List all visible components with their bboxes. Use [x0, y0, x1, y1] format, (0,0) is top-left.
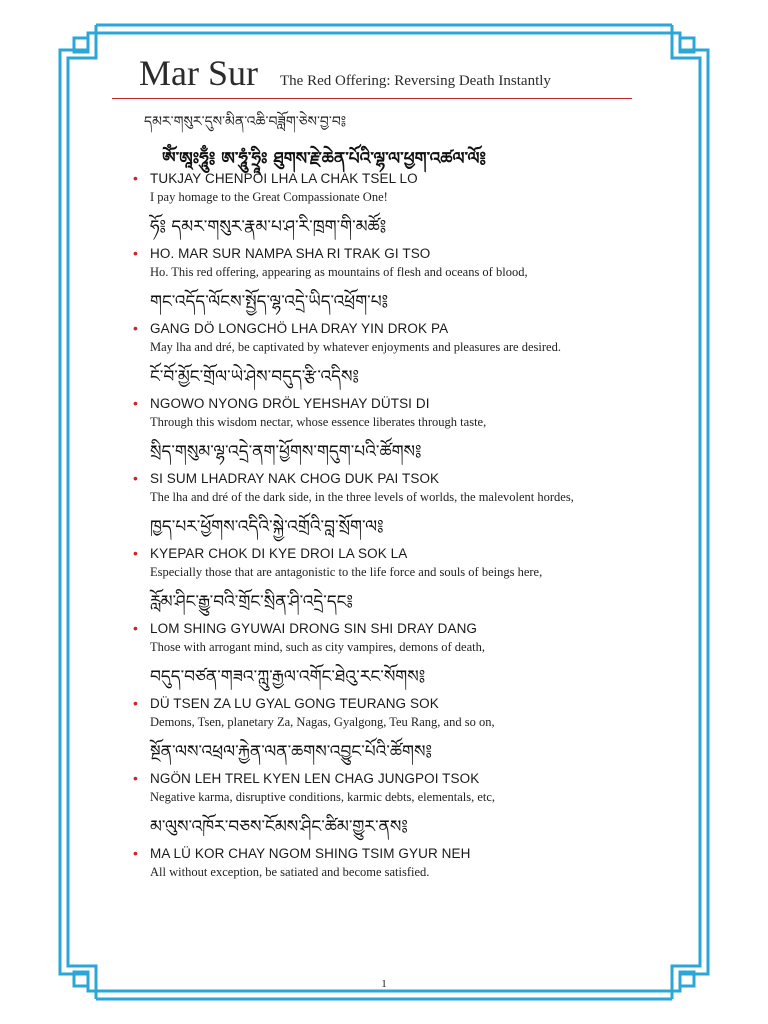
translation-line: Those with arrogant mind, such as city vampires, demons of death,	[150, 640, 485, 654]
tibetan-line: ཁྱད་པར་ཕྱོགས་འདིའི་སྐྱེ་འགྲོའི་བླ་སྲོག་ལ༔	[150, 517, 384, 537]
bullet-icon: •	[133, 545, 139, 561]
translation-line: The lha and dré of the dark side, in the three levels of worlds, the malevolent hordes,	[150, 490, 574, 504]
verse	[133, 210, 632, 285]
page-subtitle: The Red Offering: Reversing Death Instantly	[280, 73, 551, 89]
phonetic-line: • NGÖN LEH TREL KYEN LEN CHAG JUNGPOI TSOK	[133, 770, 480, 786]
bullet-icon: •	[133, 395, 139, 411]
tibetan-line: སྲིད་གསུམ་ལྷ་འདྲེ་ནག་ཕྱོགས་གདུག་པའི་ཚོགས༔	[150, 442, 422, 462]
page-content	[112, 52, 632, 885]
phonetic-line: • TUKJAY CHENPOI LHA LA CHAK TSEL LO	[133, 170, 418, 186]
page-title: Mar Sur	[139, 53, 258, 93]
verse	[133, 510, 632, 585]
bullet-icon: •	[133, 620, 139, 636]
bullet-icon: •	[133, 245, 139, 261]
mantra-line: ༀ་ཨཱཿཧཱུྃ༔ ཨ་ཧཱུཾ་ཧྲཱིཿ ཐུགས་རྗེ་ཆེན་པོའི་ལྷ་ལ་ཕྱག་འཚལ་ལོ༔	[162, 149, 487, 169]
translation-line: Especially those that are antagonistic to the life force and souls of beings here,	[150, 565, 543, 579]
verse	[133, 735, 632, 810]
phonetic-line: • KYEPAR CHOK DI KYE DROI LA SOK LA	[133, 545, 408, 561]
verse	[133, 360, 632, 435]
tibetan-line: མ་ལུས་འཁོར་བཅས་ངོམས་ཤིང་ཚིམ་གྱུར་ནས༔	[150, 817, 408, 837]
bullet-icon: •	[133, 770, 139, 786]
bullet-icon: •	[133, 845, 139, 861]
translation-line: All without exception, be satiated and become satisfied.	[150, 865, 430, 879]
tibetan-line: བདུད་བཙན་གཟའ་ཀླུ་རྒྱལ་འགོང་ཐེའུ་རང་སོགས༔	[150, 667, 426, 687]
bullet-icon: •	[133, 695, 139, 711]
phonetic-line: • DÜ TSEN ZA LU GYAL GONG TEURANG SOK	[133, 695, 439, 711]
verse	[133, 585, 632, 660]
page-number: 1	[381, 978, 387, 990]
verse	[133, 810, 632, 885]
verse	[133, 435, 632, 510]
bullet-icon: •	[133, 320, 139, 336]
tibetan-line: ཧོ༔ དམར་གསུར་རྣམ་པ་ཤ་རི་ཁྲག་གི་མཚོ༔	[150, 217, 387, 237]
tibetan-line: སྔོན་ལས་འཕྲལ་རྐྱེན་ལན་ཆགས་འབྱུང་པོའི་ཚོགས༔	[150, 742, 432, 762]
phonetic-line: • LOM SHING GYUWAI DRONG SIN SHI DRAY DANG	[133, 620, 478, 636]
tibetan-line: ངོ་བོ་མྱོང་གྲོལ་ཡེ་ཤེས་བདུད་རྩི་འདིས༔	[150, 367, 359, 387]
tibetan-line: གང་འདོད་ལོངས་སྤྱོད་ལྷ་འདྲེ་ཡིད་འཕྲོག་པ༔	[150, 292, 389, 312]
tibetan-line: རློམ་ཤིང་རྒྱུ་བའི་གྲོང་སྲིན་ཤི་འདྲེ་དང༔	[150, 592, 353, 612]
tibetan-title: དམར་གསུར་དུས་མིན་འཆི་བཟློག་ཅེས་བྱ་བ༔	[144, 114, 347, 130]
verse	[133, 660, 632, 735]
phonetic-line: • GANG DÖ LONGCHÖ LHA DRAY YIN DROK PA	[133, 320, 449, 336]
translation-line: Demons, Tsen, planetary Za, Nagas, Gyalgong, Teu Rang, and so on,	[150, 715, 495, 729]
bullet-icon: •	[133, 170, 139, 186]
phonetic-line: • NGOWO NYONG DRÖL YEHSHAY DÜTSI DI	[133, 395, 430, 411]
phonetic-line: • MA LÜ KOR CHAY NGOM SHING TSIM GYUR NEH	[133, 845, 471, 861]
phonetic-line: • HO. MAR SUR NAMPA SHA RI TRAK GI TSO	[133, 245, 431, 261]
title-bar	[112, 52, 632, 99]
translation-line: Ho. This red offering, appearing as mountains of flesh and oceans of blood,	[150, 265, 528, 279]
verse	[133, 169, 632, 210]
translation-line: Through this wisdom nectar, whose essence liberates through taste,	[150, 415, 487, 429]
verse	[133, 285, 632, 360]
translation-line: May lha and dré, be captivated by whatever enjoyments and pleasures are desired.	[150, 340, 561, 354]
phonetic-line: • SI SUM LHADRAY NAK CHOG DUK PAI TSOK	[133, 470, 440, 486]
translation-line: I pay homage to the Great Compassionate One!	[150, 190, 388, 204]
bullet-icon: •	[133, 470, 139, 486]
translation-line: Negative karma, disruptive conditions, karmic debts, elementals, etc,	[150, 790, 496, 804]
